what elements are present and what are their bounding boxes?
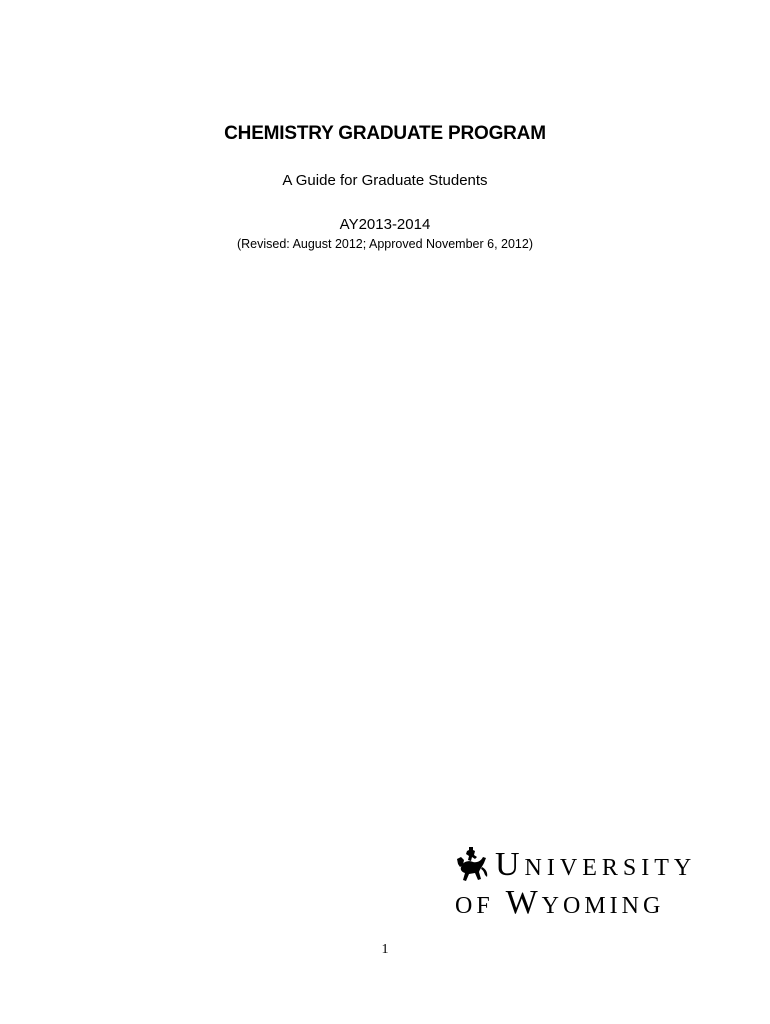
revision-note: (Revised: August 2012; Approved November 6, 2012): [236, 237, 533, 251]
academic-year: AY2013-2014: [339, 216, 431, 233]
university-logo: [455, 845, 730, 925]
logo-wyoming-text: of Wyoming: [455, 884, 665, 921]
page-number: 1: [381, 942, 389, 957]
document-title: CHEMISTRY GRADUATE PROGRAM: [224, 123, 546, 144]
logo-university-text: University: [495, 846, 697, 883]
document-subtitle: A Guide for Graduate Students: [282, 172, 488, 189]
